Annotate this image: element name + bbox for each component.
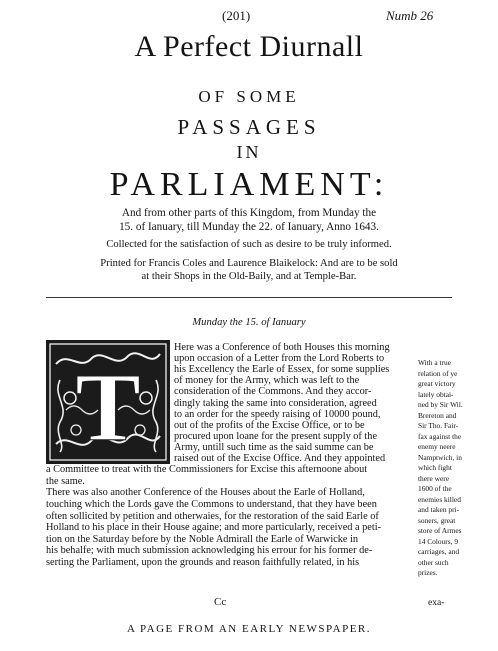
body-line: raised out of the Excise Office. And they appointed bbox=[174, 453, 386, 464]
initial-letter-text: T bbox=[75, 354, 141, 462]
body-line: of money for the Army, which was left to the bbox=[174, 375, 360, 387]
body-line: often sollicited by petition and otherwaies, for the restoration of the said Earle of bbox=[46, 510, 379, 522]
body-line: touching which the Lords gave the Commons to understand, that they have been bbox=[46, 498, 377, 510]
issue-number: Numb 26 bbox=[386, 8, 434, 23]
body-line: tion on the Saturday before by the Noble Admirall the Earle of Warwicke in bbox=[46, 533, 359, 545]
body-line: his behalfe; with much submission acknowledging his errour for his former de- bbox=[46, 545, 373, 557]
side-note-line: carriages, and bbox=[418, 547, 460, 556]
imprint-line-1: Printed for Francis Coles and Laurence Blaikelock: And are to be sold bbox=[100, 258, 398, 269]
side-note-line: and taken pri- bbox=[418, 505, 460, 514]
body-line: upon occasion of a Letter from the Lord Roberts to bbox=[174, 353, 385, 365]
collected-note: Collected for the satisfaction of such as desire to be truly informed. bbox=[106, 239, 392, 250]
body-line: Army, untill such time as the said summe can be bbox=[174, 441, 374, 453]
side-note-line: there were bbox=[418, 473, 449, 483]
side-note-line: which fight bbox=[418, 463, 452, 472]
side-note-line: enemy neere bbox=[418, 442, 456, 451]
masthead-title: A Perfect Diurnall bbox=[134, 30, 364, 63]
body-line: out of the profits of the Excise Office, or to be bbox=[174, 419, 365, 431]
decorated-initial-letter bbox=[46, 340, 170, 464]
body-line: a Committee to treat with the Commissioners for Excise this afternoone about bbox=[46, 464, 368, 476]
side-note-line: Sir Tho. Fair- bbox=[418, 421, 459, 430]
side-note-line: enemies killed bbox=[418, 494, 461, 504]
subtitle-line-2: 15. of Ianuary, till Munday the 22. of Ianuary, Anno 1643. bbox=[119, 221, 379, 233]
side-note-line: ned by Sir Wil. bbox=[418, 400, 463, 409]
side-note-line: great victory bbox=[418, 379, 456, 388]
page-number: (201) bbox=[222, 8, 251, 23]
body-line: procured upon loane for the present supply of the bbox=[174, 430, 378, 442]
imprint-line-2: at their Shops in the Old-Baily, and at Temple-Bar. bbox=[141, 271, 357, 282]
masthead-line-passages: PASSAGES bbox=[177, 115, 321, 139]
body-line: Here was a Conference of both Houses this morning bbox=[174, 342, 390, 353]
side-note-line: lately obtai- bbox=[418, 389, 454, 399]
side-note-line: 1600 of the bbox=[418, 484, 452, 493]
dateline: Munday the 15. of Ianuary bbox=[192, 317, 306, 328]
side-note-line: other such bbox=[418, 557, 449, 567]
catchword: exa- bbox=[428, 598, 445, 608]
body-line: consideration of the Commons. And they accor- bbox=[174, 386, 372, 398]
masthead-line-parliament: PARLIAMENT: bbox=[109, 166, 389, 203]
body-line: There was also another Conference of the Houses about the Earle of Holland, bbox=[46, 487, 365, 499]
side-note-line: Namptwich, in bbox=[418, 452, 462, 462]
body-line: dingly taking the same into consideration, agreed bbox=[174, 397, 377, 409]
body-line: the same. bbox=[46, 475, 85, 487]
signature-mark: Cc bbox=[214, 596, 227, 608]
side-note-line: fax against the bbox=[418, 431, 462, 441]
divider-rule bbox=[46, 297, 452, 298]
masthead-line-of-some: OF SOME bbox=[198, 87, 300, 106]
side-note-line: Brereton and bbox=[418, 410, 457, 420]
side-note-line: soners, great bbox=[418, 515, 456, 525]
body-line: Holland to his place in their House againe; and more particularly, received a peti- bbox=[46, 522, 381, 534]
caption: A PAGE FROM AN EARLY NEWSPAPER. bbox=[126, 623, 372, 635]
masthead-line-in: IN bbox=[236, 142, 262, 162]
side-note-line: 14 Colours, 9 bbox=[418, 536, 459, 546]
subtitle-line-1: And from other parts of this Kingdom, from Munday the bbox=[121, 207, 377, 219]
side-note-line: With a true bbox=[418, 358, 451, 367]
side-note-line: store of Armes bbox=[418, 526, 462, 535]
body-line: serting the Parliament, upon the grounds and reason faithfully related, in his bbox=[46, 556, 360, 568]
body-line: his Excellency the Earle of Essex, for some supplies bbox=[174, 364, 390, 376]
side-note-line: prizes. bbox=[418, 568, 438, 577]
side-note-line: relation of ye bbox=[418, 368, 458, 378]
body-line: to an order for the speedy raising of 10000 pound, bbox=[174, 408, 381, 420]
